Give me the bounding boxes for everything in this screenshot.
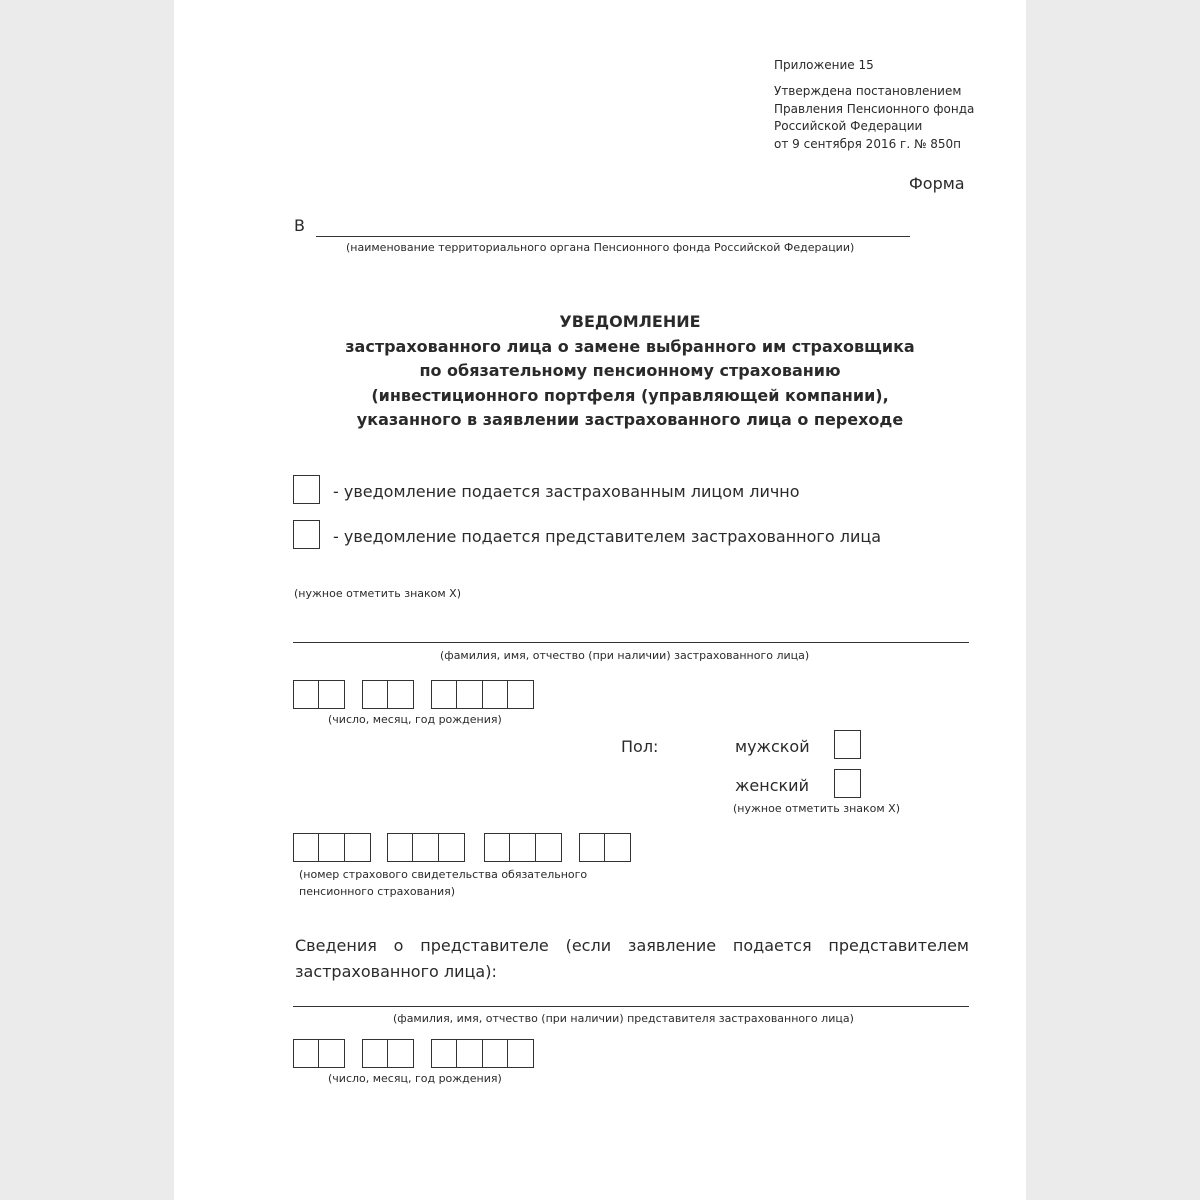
person-name-caption: (фамилия, имя, отчество (при наличии) застрахованного лица)	[440, 649, 810, 662]
appendix-label: Приложение 15	[774, 58, 874, 72]
birth-month-cells	[362, 680, 414, 709]
birth-day-cells	[293, 680, 345, 709]
digit-cell[interactable]	[318, 833, 345, 862]
approval-line: от 9 сентября 2016 г. № 850п	[774, 136, 962, 151]
rep-birth-day-cells	[293, 1039, 345, 1068]
recipient-prefix: В	[294, 216, 305, 235]
rep-birth-month-cells	[362, 1039, 414, 1068]
snils-group-4	[579, 833, 631, 862]
person-name-field[interactable]	[293, 642, 969, 643]
digit-cell[interactable]	[412, 833, 439, 862]
digit-cell[interactable]	[482, 680, 509, 709]
birth-year-cells	[431, 680, 534, 709]
digit-cell[interactable]	[318, 1039, 345, 1068]
approval-block	[774, 83, 974, 153]
document-title	[294, 310, 966, 433]
submission-note: (нужное отметить знаком Х)	[294, 587, 462, 600]
snils-group-3	[484, 833, 562, 862]
title-line: застрахованного лица о замене выбранного им страховщика	[345, 336, 915, 356]
birth-caption: (число, месяц, год рождения)	[328, 713, 502, 726]
gender-label: Пол:	[621, 737, 659, 756]
digit-cell[interactable]	[579, 833, 606, 862]
digit-cell[interactable]	[293, 833, 320, 862]
approval-line: Правления Пенсионного фонда	[774, 101, 975, 116]
digit-cell[interactable]	[387, 680, 414, 709]
approval-line: Российской Федерации	[774, 119, 923, 133]
representative-name-caption: (фамилия, имя, отчество (при наличии) представителя застрахованного лица)	[393, 1012, 854, 1025]
rep-birth-caption: (число, месяц, год рождения)	[328, 1072, 502, 1085]
option-representative-label: - уведомление подается представителем застрахованного лица	[333, 527, 882, 546]
personal-checkbox[interactable]	[293, 475, 320, 504]
digit-cell[interactable]	[484, 833, 511, 862]
approval-line: Утверждена постановлением	[774, 84, 962, 98]
recipient-field[interactable]	[316, 236, 910, 237]
digit-cell[interactable]	[507, 1039, 534, 1068]
title-line: по обязательному пенсионному страхованию	[419, 361, 841, 381]
title-line: указанного в заявлении застрахованного лица о переходе	[356, 410, 904, 430]
digit-cell[interactable]	[535, 833, 562, 862]
gender-note: (нужное отметить знаком Х)	[733, 802, 901, 815]
digit-cell[interactable]	[431, 680, 458, 709]
gender-female-checkbox[interactable]	[834, 769, 861, 798]
digit-cell[interactable]	[387, 1039, 414, 1068]
digit-cell[interactable]	[362, 1039, 389, 1068]
snils-caption-line: (номер страхового свидетельства обязательного	[299, 868, 588, 881]
digit-cell[interactable]	[344, 833, 371, 862]
title-line: (инвестиционного портфеля (управляющей компании),	[371, 385, 889, 405]
gender-male-checkbox[interactable]	[834, 730, 861, 759]
digit-cell[interactable]	[293, 680, 320, 709]
digit-cell[interactable]	[431, 1039, 458, 1068]
digit-cell[interactable]	[293, 1039, 320, 1068]
digit-cell[interactable]	[482, 1039, 509, 1068]
snils-group-1	[293, 833, 371, 862]
gender-female-label: женский	[735, 776, 809, 795]
gender-male-label: мужской	[735, 737, 810, 756]
recipient-caption: (наименование территориального органа Пенсионного фонда Российской Федерации)	[346, 241, 855, 254]
rep-birth-year-cells	[431, 1039, 534, 1068]
digit-cell[interactable]	[456, 680, 483, 709]
form-label: Форма	[909, 174, 965, 193]
digit-cell[interactable]	[318, 680, 345, 709]
digit-cell[interactable]	[604, 833, 631, 862]
snils-group-2	[387, 833, 465, 862]
digit-cell[interactable]	[507, 680, 534, 709]
snils-caption	[299, 866, 587, 900]
digit-cell[interactable]	[509, 833, 536, 862]
representative-name-field[interactable]	[293, 1006, 969, 1007]
digit-cell[interactable]	[387, 833, 414, 862]
representative-checkbox[interactable]	[293, 520, 320, 549]
title-main: УВЕДОМЛЕНИЕ	[559, 312, 701, 331]
digit-cell[interactable]	[438, 833, 465, 862]
form-page	[174, 0, 1026, 1200]
snils-caption-line: пенсионного страхования)	[299, 885, 456, 898]
option-personal-label: - уведомление подается застрахованным лицом лично	[333, 482, 800, 501]
digit-cell[interactable]	[362, 680, 389, 709]
representative-intro-line2: застрахованного лица):	[295, 962, 497, 981]
representative-intro-line1: Сведения о представителе (если заявление подается представителем	[295, 936, 969, 955]
digit-cell[interactable]	[456, 1039, 483, 1068]
